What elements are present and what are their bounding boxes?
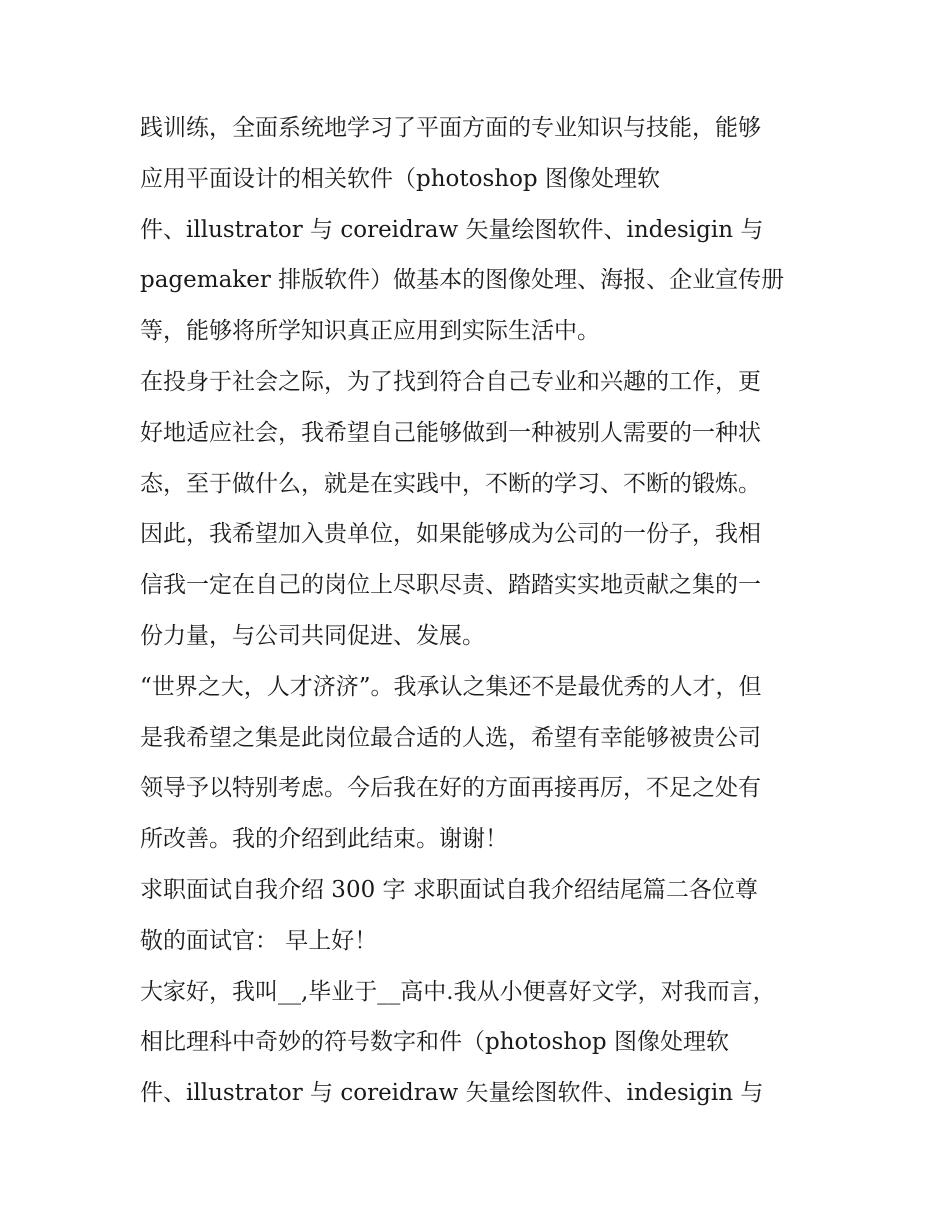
text-line: 等，能够将所学知识真正应用到实际生活中。 [140,318,600,345]
text-line: 相比理科中奇妙的符号数字和件（photoshop 图像处理软 [140,1029,729,1056]
text-line: 件、illustrator 与 coreidraw 矢量绘图软件、indesigin 与 [140,216,764,243]
text-line: “世界之大，人才济济”。我承认之集还不是最优秀的人才，但 [140,673,762,700]
text-line: 应用平面设计的相关软件（photoshop 图像处理软 [140,165,660,192]
text-line: 因此，我希望加入贵单位，如果能够成为公司的一份子，我相 [140,521,761,548]
text-line: 件、illustrator 与 coreidraw 矢量绘图软件、indesigin 与 [140,1080,764,1107]
text-line: 份力量，与公司共同促进、发展。 [140,622,485,649]
text-line: 在投身于社会之际，为了找到符合自己专业和兴趣的工作，更 [140,368,761,395]
text-line: 态，至于做什么，就是在实践中，不断的学习、不断的锻炼。 [140,470,761,497]
text-line: pagemaker 排版软件）做基本的图像处理、海报、企业宣传册 [140,267,785,294]
text-line: 所改善。我的介绍到此结束。谢谢！ [140,826,508,853]
document-body [140,103,820,1119]
text-line: 践训练，全面系统地学习了平面方面的专业知识与技能，能够 [140,115,761,141]
text-line: 敬的面试官： 早上好！ [140,927,378,954]
text-line: 好地适应社会，我希望自己能够做到一种被别人需要的一种状 [140,419,761,446]
text-line: 是我希望之集是此岗位最合适的人选，希望有幸能够被贵公司 [140,724,761,751]
text-line: 领导予以特别考虑。今后我在好的方面再接再厉，不足之处有 [140,775,761,802]
text-line: 大家好，我叫__,毕业于__高中.我从小便喜好文学，对我而言， [140,978,776,1005]
text-line: 求职面试自我介绍 300 字 求职面试自我介绍结尾篇二各位尊 [140,876,758,903]
text-line: 信我一定在自己的岗位上尽职尽责、踏踏实实地贡献之集的一 [140,572,761,599]
